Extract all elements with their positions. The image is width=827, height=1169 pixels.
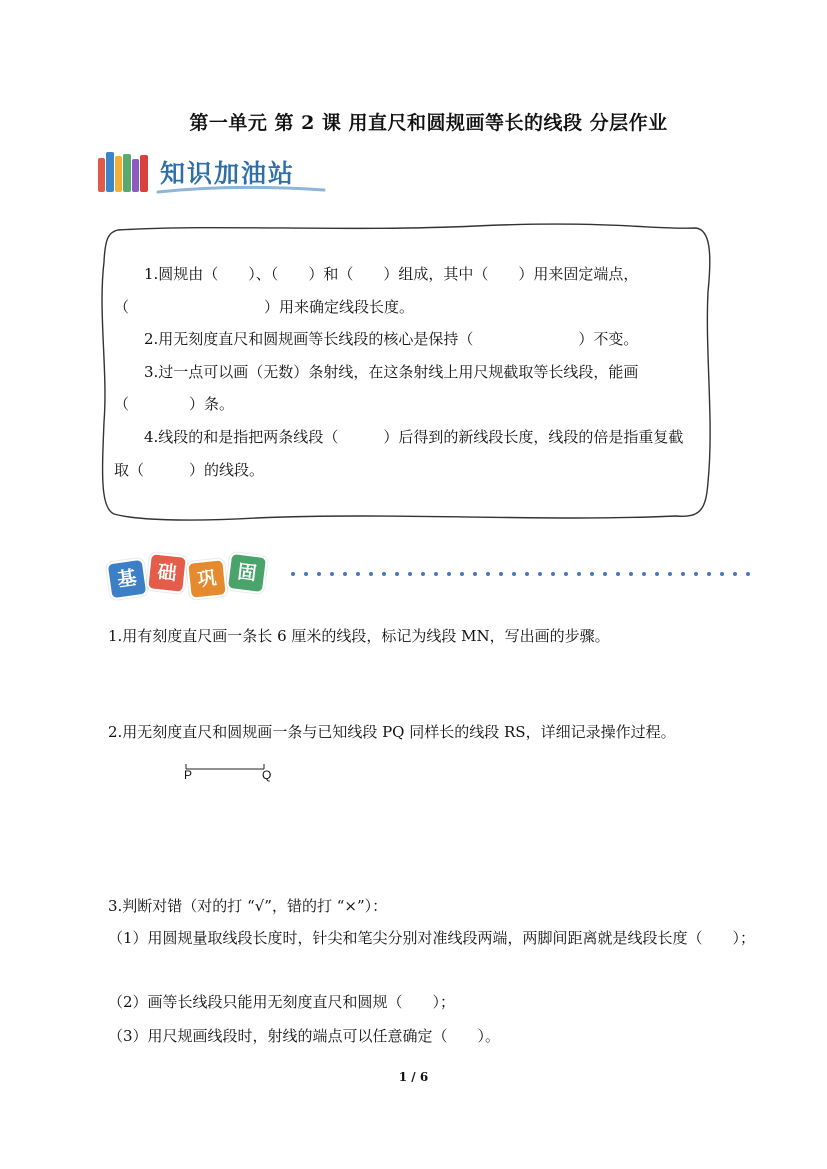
page-number: 1 / 6 [398, 1070, 429, 1084]
tile: 基 [106, 558, 149, 601]
knowledge-item: 2.用无刻度直尺和圆规画等长线段的核心是保持（ ）不变。 [144, 330, 639, 349]
knowledge-box [96, 222, 716, 524]
knowledge-item: 1.圆规由（ ）、（ ）和（ ）组成，其中（ ）用来固定端点，（ ）用来确定线段长度。 [114, 265, 639, 316]
page-title: 第一单元 第 2 课 用直尺和圆规画等长的线段 分层作业 [189, 112, 668, 134]
question-1: 1.用有刻度直尺画一条长 6 厘米的线段，标记为线段 MN，写出画的步骤。 [108, 627, 610, 645]
basic-banner [108, 552, 288, 600]
knowledge-banner [98, 150, 338, 198]
question-3-stem: 3.判断对错（对的打 “√”，错的打 “×”）： [108, 897, 388, 915]
question-3-item: （2）画等长线段只能用无刻度直尺和圆规（ ）； [108, 993, 456, 1011]
tile: 巩 [186, 558, 228, 600]
knowledge-item: 3.过一点可以画（无数）条射线，在这条射线上用尺规截取等长线段，能画（ ）条。 [114, 362, 639, 414]
heading-underline [156, 184, 326, 196]
books-icon [98, 152, 150, 192]
tile: 固 [226, 552, 268, 594]
segment-line [184, 763, 274, 775]
knowledge-heading: 知识加油站 [160, 159, 296, 188]
knowledge-item: 4.线段的和是指把两条线段（ ）后得到的新线段长度，线段的倍是指重复截取（ ）的线段。 [114, 427, 684, 479]
dotted-divider [290, 570, 760, 578]
tile: 础 [146, 552, 188, 594]
question-3-item: （1）用圆规量取线段长度时，针尖和笔尖分别对准线段两端，两脚间距离就是线段长度（ ）； [108, 929, 756, 947]
point-q-label: Q [262, 768, 272, 782]
segment-pq [184, 760, 274, 782]
question-2: 2.用无刻度直尺和圆规画一条与已知线段 PQ 同样长的线段 RS，详细记录操作过程。 [108, 723, 676, 741]
point-p-label: P [184, 768, 193, 782]
question-3-item: （3）用尺规画线段时，射线的端点可以任意确定（ ）。 [108, 1027, 501, 1045]
